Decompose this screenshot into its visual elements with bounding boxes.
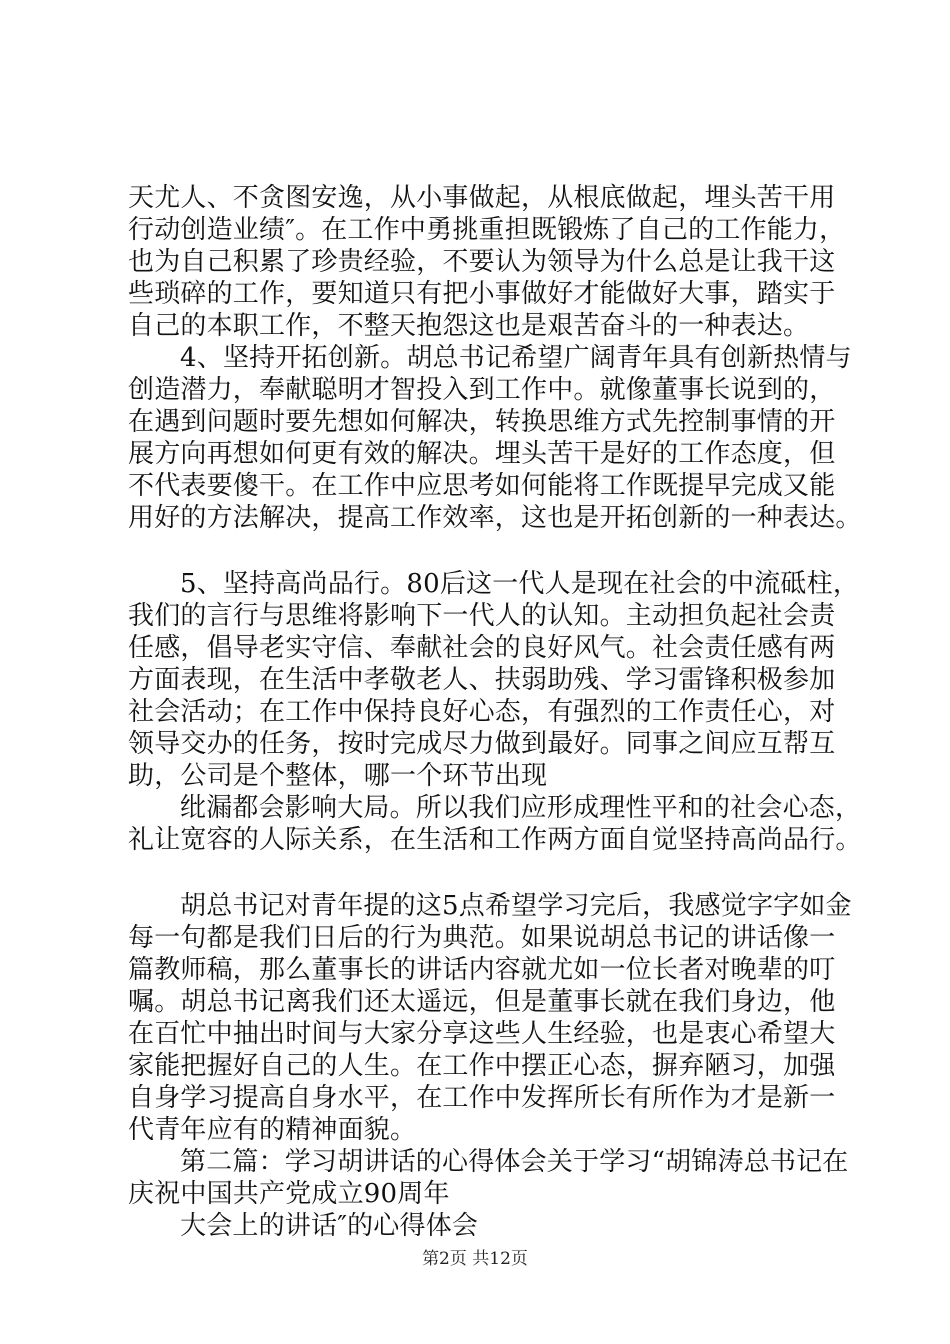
document-body — [128, 182, 862, 1242]
paragraph-5-start: 5、坚持高尚品行。80后这一代人是现在社会的中流砥柱， — [180, 569, 860, 599]
text-line: 行动创造业绩″。在工作中勇挑重担既锻炼了自己的工作能力， — [128, 215, 846, 245]
text-line: 我们的言行与思维将影响下一代人的认知。主动担负起社会责 — [128, 601, 836, 631]
summary-paragraph-start: 胡总书记对青年提的这5点希望学习完后，我感觉字字如金 — [180, 891, 852, 921]
paragraph-gap — [128, 856, 844, 890]
text-line: 方面表现，在生活中孝敬老人、扶弱助残、学习雷锋积极参加 — [128, 665, 836, 695]
text-line: 也为自己积累了珍贵经验，不要认为领导为什么总是让我干这 — [128, 247, 836, 277]
paragraph-4-start: 4、坚持开拓创新。胡总书记希望广阔青年具有创新热情与 — [180, 343, 852, 373]
page-footer: 第2页 共12页 — [422, 1249, 528, 1269]
text-line: 社会活动；在工作中保持良好心态，有强烈的工作责任心，对 — [128, 697, 836, 727]
text-line: 篇教师稿，那么董事长的讲话内容就尤如一位长者对晚辈的叮 — [128, 955, 836, 985]
text-line: 每一句都是我们日后的行为典范。如果说胡总书记的讲话像一 — [128, 923, 836, 953]
section-heading-cont: 大会上的讲话″的心得体会 — [180, 1211, 479, 1241]
text-line: 助，公司是个整体，哪一个环节出现 — [128, 761, 548, 791]
section-heading-cont: 庆祝中国共产党成立90周年 — [128, 1179, 450, 1209]
text-line: 展方向再想如何更有效的解决。埋头苦干是好的工作态度，但 — [128, 439, 836, 469]
text-line: 代青年应有的精神面貌。 — [128, 1115, 417, 1145]
text-line: 些琐碎的工作，要知道只有把小事做好才能做好大事，踏实于 — [128, 279, 836, 309]
paragraph-gap — [128, 534, 844, 568]
text-line: 自己的本职工作，不整天抱怨这也是艰苦奋斗的一种表达。 — [128, 311, 810, 341]
text-line: 礼让宽容的人际关系，在生活和工作两方面自觉坚持高尚品行。 — [128, 825, 862, 855]
text-line: 任感，倡导老实守信、奉献社会的良好风气。社会责任感有两 — [128, 633, 836, 663]
text-line: 在百忙中抽出时间与大家分享这些人生经验，也是衷心希望大 — [128, 1019, 836, 1049]
text-line: 创造潜力，奉献聪明才智投入到工作中。就像董事长说到的， — [128, 375, 836, 405]
text-line: 天尤人、不贪图安逸，从小事做起，从根底做起，埋头苦干用 — [128, 183, 836, 213]
text-line: 在遇到问题时要先想如何解决，转换思维方式先控制事情的开 — [128, 407, 836, 437]
text-line: 领导交办的任务，按时完成尽力做到最好。同事之间应互帮互 — [128, 729, 836, 759]
text-line: 不代表要傻干。在工作中应思考如何能将工作既提早完成又能 — [128, 471, 836, 501]
text-line: 自身学习提高自身水平，在工作中发挥所长有所作为才是新一 — [128, 1083, 836, 1113]
section-heading: 第二篇：学习胡讲话的心得体会关于学习“胡锦涛总书记在 — [180, 1147, 849, 1177]
text-line: 家能把握好自己的人生。在工作中摆正心态，摒弃陋习，加强 — [128, 1051, 836, 1081]
text-line-continued: 纰漏都会影响大局。所以我们应形成理性平和的社会心态， — [180, 793, 862, 823]
text-line: 用好的方法解决，提高工作效率，这也是开拓创新的一种表达。 — [128, 503, 862, 533]
text-line: 嘱。胡总书记离我们还太遥远，但是董事长就在我们身边，他 — [128, 987, 836, 1017]
